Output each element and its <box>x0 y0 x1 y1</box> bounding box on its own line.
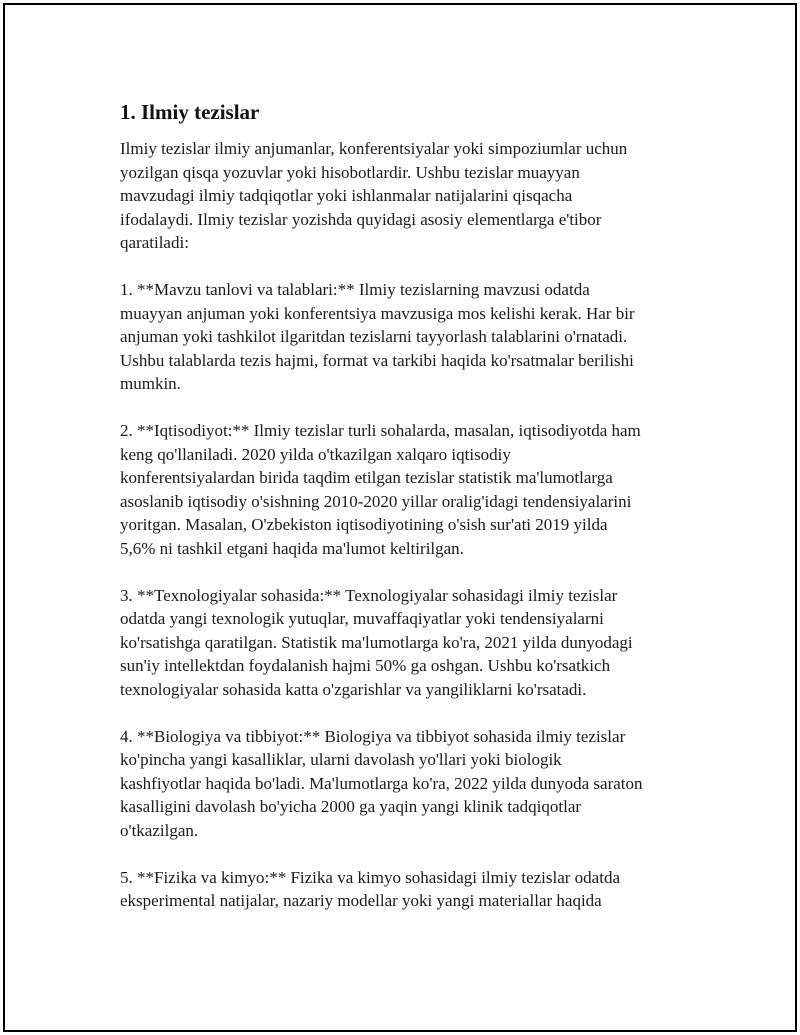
text-line: odatda yangi texnologik yutuqlar, muvaffaqiyatlar yoki tendensiyalarni <box>120 609 604 628</box>
text-line: yozilgan qisqa yozuvlar yoki hisobotlardir. Ushbu tezislar muayyan <box>120 162 580 182</box>
text-line: 2. **Iqtisodiyot:** Ilmiy tezislar turli sohalarda, masalan, iqtisodiyotda ham <box>120 421 641 440</box>
text-line: muayyan anjuman yoki konferentsiya mavzusiga mos kelishi kerak. Har bir <box>120 303 635 323</box>
text-line: ko'pincha yangi kasalliklar, ularni davolash yo'llari yoki biologik <box>120 750 562 769</box>
text-line: yoritgan. Masalan, O'zbekiston iqtisodiyotining o'sish sur'ati 2019 yilda <box>120 515 608 534</box>
text-line: 3. **Texnologiyalar sohasida:** Texnologiyalar sohasidagi ilmiy tezislar <box>120 585 618 605</box>
text-line: ifodalaydi. Ilmiy tezislar yozishda quyidagi asosiy elementlarga e'tibor <box>120 209 602 229</box>
page-frame <box>3 3 797 1032</box>
text-line: keng qo'llaniladi. 2020 yilda o'tkazilgan xalqaro iqtisodiy <box>120 444 511 464</box>
text-line: o'tkazilgan. <box>120 820 199 840</box>
text-line: mumkin. <box>120 374 181 393</box>
section-heading: 1. Ilmiy tezislar <box>120 100 260 124</box>
paragraph-fizika <box>120 866 700 913</box>
paragraph-texnologiyalar <box>120 584 700 702</box>
document-body <box>120 99 700 936</box>
paragraph-intro <box>120 137 700 255</box>
text-line: ko'rsatishga qaratilgan. Statistik ma'lumotlarga ko'ra, 2021 yilda dunyodagi <box>120 632 633 652</box>
text-line: Ilmiy tezislar ilmiy anjumanlar, konferentsiyalar yoki simpoziumlar uchun <box>120 139 628 158</box>
text-line: kashfiyotlar haqida bo'ladi. Ma'lumotlarga ko'ra, 2022 yilda dunyoda saraton <box>120 773 643 793</box>
text-line: Ushbu talablarda tezis hajmi, format va tarkibi haqida ko'rsatmalar berilishi <box>120 350 634 370</box>
paragraph-iqtisodiyot <box>120 419 700 560</box>
text-line: konferentsiyalardan birida taqdim etilgan tezislar statistik ma'lumotlarga <box>120 468 613 487</box>
text-line: 4. **Biologiya va tibbiyot:** Biologiya va tibbiyot sohasida ilmiy tezislar <box>120 726 626 746</box>
text-line: texnologiyalar sohasida katta o'zgarishlar va yangiliklarni ko'rsatadi. <box>120 679 587 699</box>
text-line: qaratiladi: <box>120 233 189 252</box>
text-line: anjuman yoki tashkilot ilgaritdan tezislarni tayyorlash talablarini o'rnatadi. <box>120 327 628 346</box>
text-line: 5,6% ni tashkil etgani haqida ma'lumot keltirilgan. <box>120 538 464 558</box>
text-line: asoslanib iqtisodiy o'sishning 2010-2020 yillar oralig'idagi tendensiyalarini <box>120 491 632 511</box>
text-line: 5. **Fizika va kimyo:** Fizika va kimyo sohasidagi ilmiy tezislar odatda <box>120 867 620 887</box>
text-line: eksperimental natijalar, nazariy modellar yoki yangi materiallar haqida <box>120 891 602 910</box>
text-line: mavzudagi ilmiy tadqiqotlar yoki ishlanmalar natijalarini qisqacha <box>120 186 573 205</box>
text-line: 1. **Mavzu tanlovi va talablari:** Ilmiy tezislarning mavzusi odatda <box>120 280 590 299</box>
paragraph-biologiya <box>120 725 700 843</box>
text-line: sun'iy intellektdan foydalanish hajmi 50% ga oshgan. Ushbu ko'rsatkich <box>120 656 611 675</box>
paragraph-mavzu <box>120 278 700 396</box>
text-line: kasalligini davolash bo'yicha 2000 ga yaqin yangi klinik tadqiqotlar <box>120 797 582 816</box>
